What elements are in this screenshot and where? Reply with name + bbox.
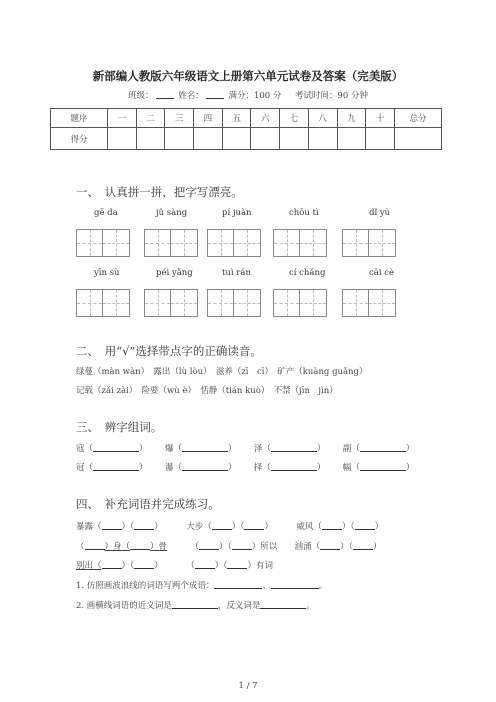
pinyin: cāi cè <box>369 268 395 278</box>
idiom-text: ）（ <box>341 522 355 532</box>
idiom-text: ） <box>154 522 163 532</box>
separator: 、 <box>262 581 271 591</box>
char: 泽 <box>253 444 263 454</box>
answer-blank[interactable] <box>134 568 154 569</box>
idiom-text: ）骨 <box>150 542 168 552</box>
char: 幅 <box>342 463 352 473</box>
header-cell: 八 <box>308 109 337 128</box>
score-label: 满分：100 分 <box>228 91 282 101</box>
char: 副 <box>342 444 352 454</box>
pinyin: cí chǎng <box>289 268 326 278</box>
pinyin: jǔ sàng <box>156 208 188 218</box>
answer-blank[interactable] <box>212 529 232 530</box>
writing-grid[interactable] <box>273 289 327 317</box>
question-text: 1. 仿照画波浪线的词语写两个成语： <box>76 581 215 591</box>
answer-blank[interactable] <box>93 470 139 471</box>
score-cell[interactable] <box>222 128 251 150</box>
writing-grid[interactable] <box>207 289 261 317</box>
section-4-heading: 四、 补充词语并完成练习。 <box>76 497 220 511</box>
answer-blank[interactable] <box>360 451 406 452</box>
header-cell: 一 <box>108 109 137 128</box>
score-table-header <box>51 109 442 128</box>
writing-grid[interactable] <box>144 229 198 257</box>
period: 。 <box>306 601 315 611</box>
score-cell[interactable] <box>165 128 194 150</box>
answer-blank[interactable] <box>130 549 150 550</box>
question-text: ，反义词是 <box>217 601 261 611</box>
class-blank <box>156 98 174 99</box>
answer-blank[interactable] <box>320 549 340 550</box>
idiom-text: ）（ <box>214 561 228 571</box>
pinyin: tuì rán <box>222 268 251 278</box>
idiom-text: ）（ <box>340 542 353 552</box>
answer-blank[interactable] <box>182 470 228 471</box>
idiom-text: 汹涌（ <box>294 542 321 552</box>
answer-blank[interactable] <box>271 451 317 452</box>
idiom-text: （ <box>76 542 85 552</box>
idiom-text: （ <box>190 542 199 552</box>
section-1-heading: 一、 认真拼一拼，把字写漂亮。 <box>76 185 243 199</box>
name-blank <box>206 98 224 99</box>
answer-blank[interactable] <box>260 608 306 609</box>
score-table-row <box>51 128 442 150</box>
char: 瀑 <box>164 463 174 473</box>
idiom-text: ） <box>264 522 273 532</box>
pinyin: dǐ yù <box>369 208 391 218</box>
idiom-text: ）所以 <box>251 542 278 552</box>
score-cell[interactable] <box>337 128 366 150</box>
answer-blank[interactable] <box>199 549 219 550</box>
header-cell: 四 <box>194 109 223 128</box>
answer-blank[interactable] <box>93 451 139 452</box>
char: 冠 <box>76 463 85 473</box>
answer-blank[interactable] <box>134 529 154 530</box>
answer-blank[interactable] <box>355 529 375 530</box>
header-cell: 三 <box>165 109 194 128</box>
score-cell[interactable] <box>280 128 309 150</box>
answer-blank[interactable] <box>182 451 228 452</box>
answer-blank[interactable] <box>172 608 218 609</box>
score-table <box>50 108 442 150</box>
header-cell: 九 <box>337 109 366 128</box>
score-cell[interactable] <box>194 128 223 150</box>
writing-grid[interactable] <box>144 289 198 317</box>
answer-blank[interactable] <box>232 549 252 550</box>
answer-blank[interactable] <box>214 588 262 589</box>
header-cell: 题序 <box>51 109 108 128</box>
score-cell[interactable] <box>366 128 395 150</box>
time-label: 考试时间：90 分钟 <box>294 91 368 101</box>
answer-blank[interactable] <box>244 529 264 530</box>
writing-grid[interactable] <box>76 289 130 317</box>
idiom-text: （ <box>186 561 195 571</box>
answer-blank[interactable] <box>102 529 122 530</box>
idiom-row-2 <box>76 540 381 552</box>
char: 寇 <box>76 444 85 454</box>
idiom-text: ）（ <box>121 561 135 571</box>
name-label: 姓名： <box>178 91 204 101</box>
idiom-text: 大步（ <box>186 522 212 532</box>
score-cell[interactable] <box>108 128 137 150</box>
idiom-text: ） <box>154 561 163 571</box>
answer-blank[interactable] <box>271 588 319 589</box>
page-number: 1 / 7 <box>238 681 258 691</box>
page-title: 新部编人教版六年级语文上册第六单元试卷及答案（完美版） <box>92 69 404 83</box>
word-row-1: 寇（ ） 爆（ ） 泽（ ） 副（ ） <box>76 444 415 454</box>
writing-grid[interactable] <box>207 229 261 257</box>
pinyin: yīn sù <box>94 268 120 278</box>
pinyin: chōu tì <box>289 208 319 218</box>
exam-info <box>0 89 496 101</box>
idiom-text: ）有词 <box>247 561 273 571</box>
row-label: 得分 <box>51 128 108 150</box>
header-cell: 六 <box>251 109 280 128</box>
idiom-text: ）（ <box>231 522 245 532</box>
section-3-heading: 三、 辨字组词。 <box>76 420 163 434</box>
idiom-text: 威风（ <box>296 522 322 532</box>
writing-grid[interactable] <box>342 229 396 257</box>
idiom-row-1 <box>76 520 383 532</box>
header-cell: 十 <box>366 109 395 128</box>
answer-blank[interactable] <box>85 549 105 550</box>
writing-grid[interactable] <box>342 289 396 317</box>
answer-blank[interactable] <box>227 568 247 569</box>
char: 爆 <box>164 444 174 454</box>
writing-grid[interactable] <box>273 229 327 257</box>
char: 择 <box>253 463 263 473</box>
period: 。 <box>318 581 328 591</box>
reading-line-1[interactable]: 绿蔓（màn wàn） 露出（lù lòu） 滋养（zī cī） 矿产（kuàng guǎng） <box>76 367 368 377</box>
header-cell: 五 <box>222 109 251 128</box>
score-cell[interactable] <box>395 128 442 150</box>
idiom-text: ）（ <box>218 542 232 552</box>
pinyin: pí juàn <box>222 208 252 218</box>
writing-grid[interactable] <box>76 229 130 257</box>
answer-blank[interactable] <box>102 568 122 569</box>
idiom-text: 别出（ <box>76 561 102 571</box>
class-label: 班级： <box>128 91 154 101</box>
score-cell[interactable] <box>251 128 280 150</box>
answer-blank[interactable] <box>271 470 317 471</box>
score-cell[interactable] <box>136 128 165 150</box>
header-cell: 二 <box>136 109 165 128</box>
reading-line-2[interactable]: 记载（zǎi zài） 险要（wù è） 恬静（tián kuò） 不禁（jīn jìn） <box>76 386 338 396</box>
pinyin: péi yǎng <box>156 268 193 278</box>
pinyin: gē da <box>94 208 118 218</box>
question-1 <box>76 579 327 591</box>
question-text: 2. 画横线词语的近义词是 <box>76 601 172 611</box>
header-cell: 七 <box>280 109 309 128</box>
idiom-text: 暴露（ <box>76 522 102 532</box>
section-2-heading: 二、 用“√”选择带点字的正确读音。 <box>76 344 262 358</box>
idiom-text: ） <box>372 542 382 552</box>
answer-blank[interactable] <box>195 568 215 569</box>
score-cell[interactable] <box>308 128 337 150</box>
idiom-text: ） <box>374 522 384 532</box>
answer-blank[interactable] <box>353 549 373 550</box>
idiom-text: ）（ <box>121 522 135 532</box>
header-cell: 总分 <box>395 109 442 128</box>
question-2 <box>76 599 315 611</box>
idiom-text: ）身（ <box>104 542 131 552</box>
answer-blank[interactable] <box>322 529 342 530</box>
answer-blank[interactable] <box>360 470 406 471</box>
word-row-2: 冠（ ） 瀑（ ） 择（ ） 幅（ ） <box>76 463 415 473</box>
idiom-row-3 <box>76 559 273 571</box>
